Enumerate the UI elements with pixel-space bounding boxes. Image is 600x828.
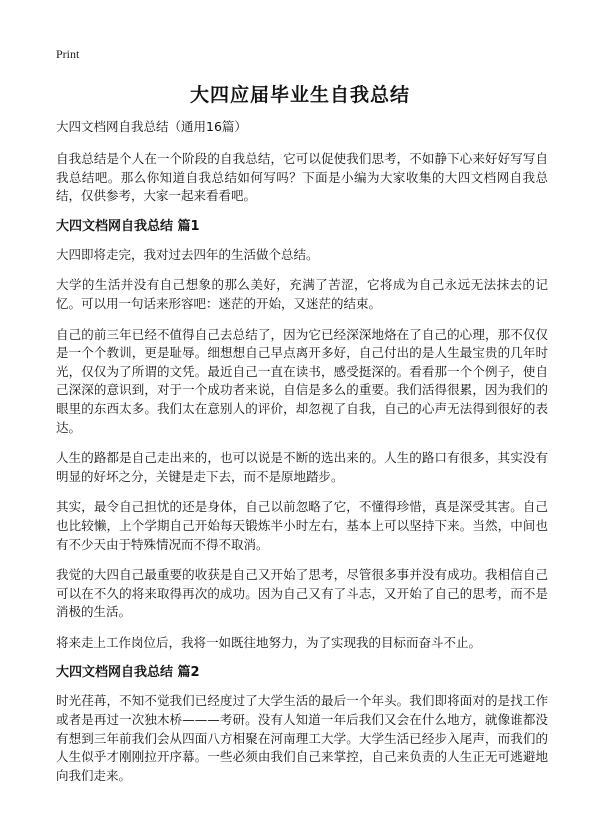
section-1-paragraph-1: 大四即将走完，我对过去四年的生活做个总结。	[56, 246, 319, 262]
section-1-paragraph-7: 将来走上工作岗位后，我将一如既往地努力，为了实现我的目标而奋斗不止。	[56, 634, 482, 650]
section-1-paragraph-2: 大学的生活并没有自己想象的那么美好，充满了苦涩，它将成为自己永远无法抹去的记忆。可以用一句话来形容吧：迷茫的开始，又迷茫的结束。	[56, 277, 548, 311]
intro-paragraph: 自我总结是个人在一个阶段的自我总结，它可以促使我们思考，不如静下心来好好写写自我总结吧。那么你知道自我总结如何写吗？下面是小编为大家收集的大四文档网自我总结，仅供参考，大家一起来看看吧。	[56, 151, 548, 204]
section-1-paragraph-5: 其实，最令自己担忧的还是身体，自己以前忽略了它，不懂得珍惜，真是深受其害。自己也比较懒，上个学期自己开始每天锻炼半小时左右，基本上可以坚持下来。当然，中间也有不少天由于特殊情况而不得不取消。	[56, 499, 548, 552]
section-heading-2: 大四文档网自我总结 篇2	[56, 665, 200, 681]
section-1-paragraph-3: 自己的前三年已经不值得自己去总结了，因为它已经深深地烙在了自己的心理，那不仅仅是一个个教训，更是耻辱。细想想自己早点离开多好，自己付出的是人生最宝贵的几年时光，仅仅为了所谓的文凭。最近自己一直在读书，感受挺深的。看看那一个个例子，使自己深深的意识到，对于一个成功者来说，自信是多么的重要。我们活得很累，因为我们的眼里的东西太多。我们太在意别人的评价，却忽视了自我，自己的心声无法得到很好的表达。	[56, 326, 548, 435]
document-subtitle: 大四文档网自我总结（通用16篇）	[56, 119, 247, 134]
section-heading-1: 大四文档网自我总结 篇1	[56, 218, 200, 234]
section-1-paragraph-6: 我觉的大四自己最重要的收获是自己又开始了思考，尽管很多事并没有成功。我相信自己可以在不久的将来取得再次的成功。因为自己又有了斗志，又开始了自己的思考，而不是消极的生活。	[56, 567, 548, 620]
document-body	[56, 118, 548, 797]
section-1-paragraph-4: 人生的路都是自己走出来的，也可以说是不断的选出来的。人生的路口有很多，其实没有明显的好坏之分，关键是走下去，而不是原地踏步。	[56, 450, 548, 484]
print-link[interactable]: Print	[56, 47, 80, 61]
section-2-paragraph-1: 时光荏苒，不知不觉我们已经度过了大学生活的最后一个年头。我们即将面对的是找工作或者是再过一次独木桥———考研。没有人知道一年后我们又会在什么地方，就像谁都没有想到三年前我们会从四面八方相聚在河南理工大学。大学生活已经步入尾声，而我们的人生似乎才刚刚拉开序幕。一些必须由我们自己来掌控，自己来负责的人生正无可逃避地向我们走来。	[56, 693, 548, 783]
page-title: 大四应届毕业生自我总结	[189, 84, 410, 106]
